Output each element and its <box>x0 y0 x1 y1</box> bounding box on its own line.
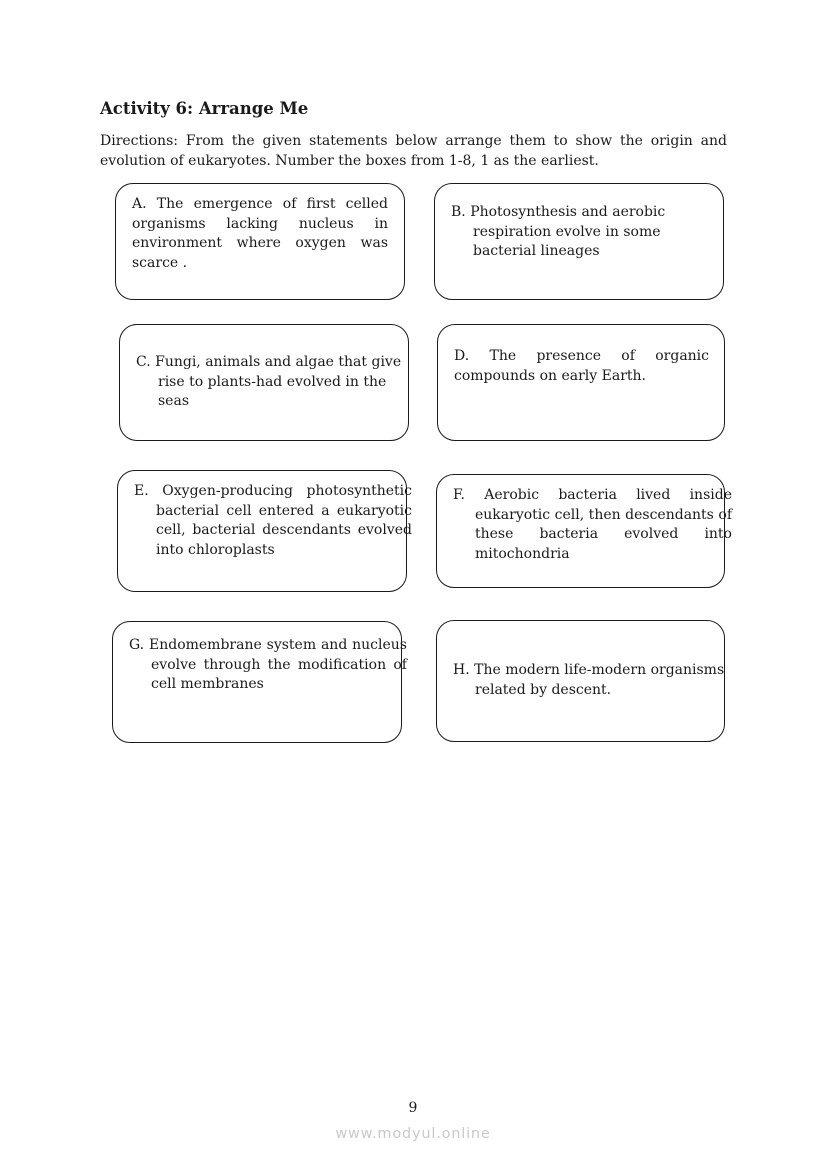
statement-box-h[interactable] <box>436 620 725 742</box>
statement-text-e: E. Oxygen-producing photosynthetic bacterial cell entered a eukaryotic cell, bacterial descendants evolved into chloroplasts <box>134 483 412 558</box>
statement-box-g[interactable] <box>112 621 407 743</box>
watermark: www.modyul.online <box>335 1126 491 1142</box>
statement-text-c: C. Fungi, animals and algae that give rise to plants-had evolved in the seas <box>136 354 402 410</box>
statement-text-h: H. The modern life-modern organisms related by descent. <box>453 662 725 698</box>
statement-text-b: B. Photosynthesis and aerobic respiration evolve in some bacterial lineages <box>451 204 666 260</box>
directions-text: Directions: From the given statements below arrange them to show the origin and evolution of eukaryotes. Number the boxes from 1-8, 1 as the earliest. <box>100 133 727 169</box>
statement-text-a: A. The emergence of first celled organisms lacking nucleus in environment where oxygen was scarce . <box>132 196 388 271</box>
statement-box-a[interactable] <box>115 183 405 300</box>
statement-box-e[interactable] <box>117 470 412 592</box>
statement-box-c[interactable] <box>119 324 409 441</box>
statement-box-d[interactable] <box>437 324 725 441</box>
statement-box-f[interactable] <box>436 474 732 588</box>
statement-text-g: G. Endomembrane system and nucleus evolve through the modification of cell membranes <box>129 637 407 693</box>
statement-text-f: F. Aerobic bacteria lived inside eukaryotic cell, then descendants of these bacteria evolved into mitochondria <box>453 487 732 562</box>
page-number: 9 <box>408 1100 418 1116</box>
statement-box-b[interactable] <box>434 183 724 300</box>
statement-text-d: D. The presence of organic compounds on early Earth. <box>454 348 709 384</box>
activity-title: Activity 6: Arrange Me <box>100 99 309 118</box>
